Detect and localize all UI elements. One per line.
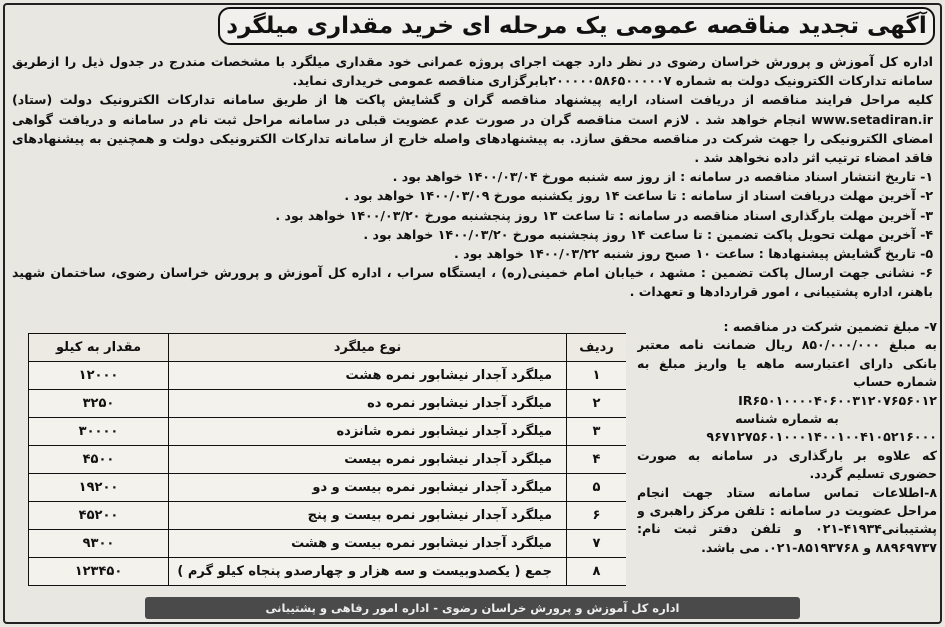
rebar-type: میلگرد آجدار نیشابور نمره هشت [169,362,567,390]
table-row [29,390,627,418]
rebar-type: میلگرد آجدار نیشابور نمره ده [169,390,567,418]
item-upload-deadline: ۳- آخرین مهلت بارگذاری اسناد مناقصه در سامانه : تا ساعت ۱۳ روز پنجشنبه مورخ ۱۴۰۰/۰۳/۲۰ خواهد بود . [275,207,933,223]
table-row [29,474,627,502]
guarantee-heading: ۷- مبلغ تضمین شرکت در مناقصه : [723,319,937,334]
item-opening-date: ۵- تاریخ گشایش پیشنهادها : ساعت ۱۰ صبح روز شنبه ۱۴۰۰/۰۳/۲۲ خواهد بود . [454,246,933,262]
notice-body [12,52,933,314]
footer-banner: اداره کل آموزش و پرورش خراسان رضوی - اداره امور رفاهی و پشتیبانی [145,597,800,619]
header-row-number: ردیف [567,334,627,362]
table-row [29,502,627,530]
delivery-note: که علاوه بر بارگذاری در سامانه به صورت حضوری تسلیم گردد. [637,447,937,482]
shenase-number: ۹۶۷۱۲۷۵۶۰۱۰۰۰۱۴۰۰۱۰۰۴۱۰۵۲۱۶۰۰۰ [706,429,937,445]
table-row [29,530,627,558]
header-rebar-type: نوع میلگرد [169,334,567,362]
rebar-type: میلگرد آجدار نیشابور نمره شانزده [169,418,567,446]
rebar-type: میلگرد آجدار نیشابور نمره بیست و پنج [169,502,567,530]
table-row [29,418,627,446]
contact-info: ۸-اطلاعات تماس سامانه ستاد جهت انجام مراحل عضویت در سامانه : تلفن مرکز راهبری و پشتیبانی۴۱۹۳۴-۰۲۱ و تلفن دفتر ثبت نام: ۸۸۹۶۹۷۳۷ و ۸۵۱۹۳۷۶۸-۰۲۱. می باشد. [637,484,937,555]
quantity: ۱۹۲۰۰ [29,474,169,502]
item-guarantee-deadline: ۴- آخرین مهلت تحویل پاکت تضمین : تا ساعت ۱۴ روز پنجشنبه مورخ ۱۴۰۰/۰۳/۲۰ خواهد بود . [363,226,933,242]
row-number: ۷ [567,530,627,558]
item-download-deadline: ۲- آخرین مهلت دریافت اسناد از سامانه : تا ساعت ۱۴ روز یکشنبه مورخ ۱۴۰۰/۰۳/۰۹ خواهد بود . [344,188,933,204]
table-row [29,362,627,390]
total-quantity: ۱۲۳۴۵۰ [29,558,169,586]
header-quantity: مقدار به کیلو [29,334,169,362]
row-number: ۱ [567,362,627,390]
rebar-type: میلگرد آجدار نیشابور نمره بیست [169,446,567,474]
table-header-row [29,334,627,362]
row-number: ۶ [567,502,627,530]
process-paragraph: کلیه مراحل فرایند مناقصه از دریافت اسناد، ارایه پیشنهاد مناقصه گران و گشایش پاکت ها از طریق سامانه تدارکات الکترونیک دولت (ستاد) www.setadiran.ir انجام خواهد شد . لازم است مناقصه گران در صورت عدم عضویت قبلی در سامانه مراحل ثبت نام در سامانه و دریافت گواهی امضای الکترونیکی را جهت شرکت در مناقصه محقق سازد. به پیشنهادهای واصله خارج از سامانه تدارکات الکترونیکی دولت و همچنین به پیشنهادهای فاقد امضاء ترتیب اثر داده نخواهد شد . [12,92,933,166]
quantity: ۴۵۲۰۰ [29,502,169,530]
shenase-label: به شماره شناسه [735,411,839,427]
quantity: ۴۵۰۰ [29,446,169,474]
total-label: جمع ( یکصدوبیست و سه هزار و چهارصدو پنجاه کیلو گرم ) [169,558,567,586]
rebar-table-wrapper [28,333,626,591]
guarantee-column [637,318,937,594]
row-number: ۳ [567,418,627,446]
table-total-row [29,558,627,586]
guarantee-amount: به مبلغ ۸۵۰/۰۰۰/۰۰۰ ریال ضمانت نامه معتبر بانکی دارای اعتبارسه ماهه یا واریز مبلغ به شماره حساب [637,337,937,390]
quantity: ۱۲۰۰۰ [29,362,169,390]
row-number: ۴ [567,446,627,474]
row-number: ۵ [567,474,627,502]
row-number: ۸ [567,558,627,586]
quantity: ۳۲۵۰ [29,390,169,418]
rebar-type: میلگرد آجدار نیشابور نمره بیست و هشت [169,530,567,558]
row-number: ۲ [567,390,627,418]
rebar-table [28,333,626,586]
quantity: ۹۳۰۰ [29,530,169,558]
item-publish-date: ۱- تاریخ انتشار اسناد مناقصه در سامانه : از روز سه شنبه مورخ ۱۴۰۰/۰۳/۰۴ خواهد بود . [392,169,933,185]
rebar-type: میلگرد آجدار نیشابور نمره بیست و دو [169,474,567,502]
notice-title: آگهی تجدید مناقصه عمومی یک مرحله ای خرید مقداری میلگرد [218,7,935,45]
table-row [29,446,627,474]
account-number: IR۶۵۰۱۰۰۰۰۴۰۶۰۰۳۱۲۰۷۶۵۶۰۱۲ [738,392,937,408]
item-address: ۶- نشانی جهت ارسال پاکت تضمین : مشهد ، خیابان امام خمینی(ره) ، ایستگاه سراب ، اداره کل آموزش و پرورش خراسان رضوی، ساختمان شهید باهنر، اداره پشتیبانی ، امور قراردادها و تعهدات . [12,265,933,300]
quantity: ۳۰۰۰۰ [29,418,169,446]
intro-paragraph: اداره کل آموزش و پرورش خراسان رضوی در نظر دارد جهت اجرای پروژه عمرانی خود مقداری میلگرد با مشخصات مندرج در جدول ذیل را ازطریق سامانه تدارکات الکترونیک دولت به شماره ۲۰۰۰۰۰۵۸۶۵۰۰۰۰۰۷بابرگزاری مناقصه عمومی خریداری نماید. [12,54,933,89]
